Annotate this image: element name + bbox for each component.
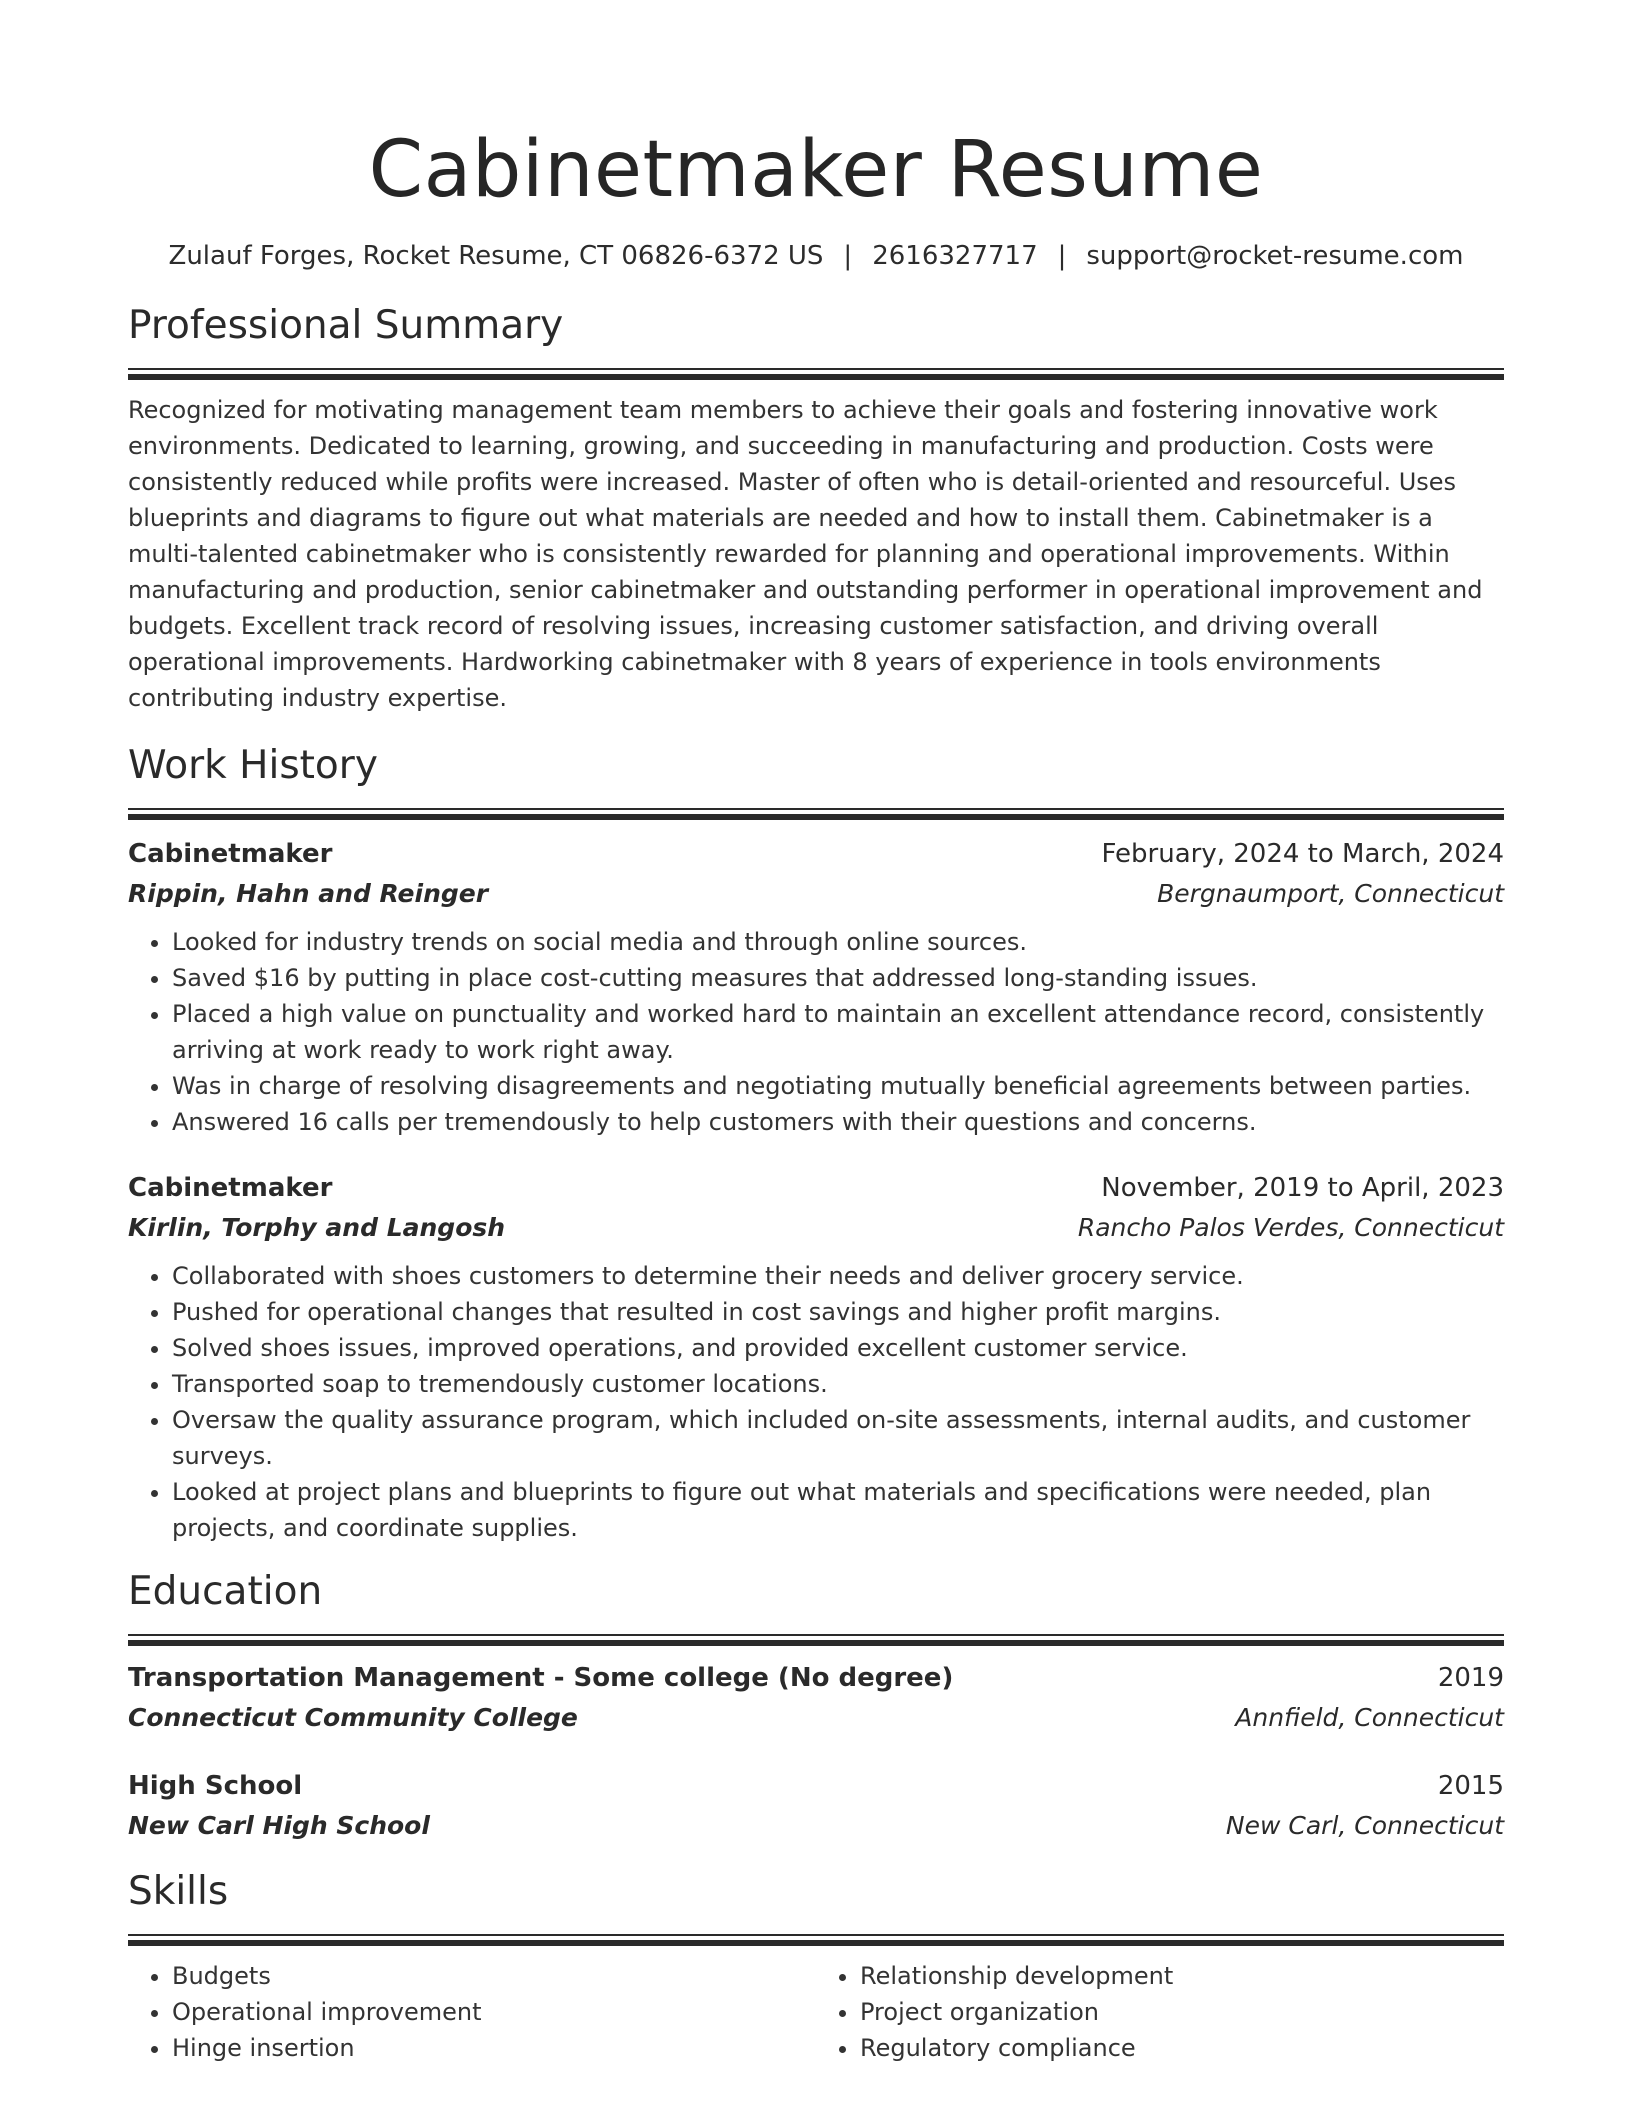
- education-subheader: [128, 1698, 1504, 1738]
- contact-line: [128, 238, 1504, 274]
- education-year: 2015: [1437, 1771, 1504, 1801]
- resume-title: Cabinetmaker Resume: [368, 125, 1264, 215]
- education-subheader: [128, 1806, 1504, 1846]
- section-divider: [128, 368, 1504, 380]
- contact-email: support@rocket-resume.com: [1086, 241, 1464, 271]
- job-bullets: [128, 924, 1504, 1140]
- section-divider: [128, 808, 1504, 820]
- contact-address: Zulauf Forges, Rocket Resume, CT 06826-6372 US: [168, 241, 824, 271]
- education-header: [128, 1658, 1504, 1698]
- education-header: [128, 1766, 1504, 1806]
- skill-item: • Operational improvement: [172, 1994, 816, 2030]
- contact-separator: |: [843, 241, 853, 271]
- job-bullet: • Placed a high value on punctuality and worked hard to maintain an excellent attendance record, consistently arriving at work ready to work right away.: [172, 996, 1504, 1068]
- skills-columns: [128, 1958, 1504, 2066]
- section-divider: [128, 1934, 1504, 1946]
- job-location: Rancho Palos Verdes, Connecticut: [1077, 1213, 1504, 1242]
- job-company: Rippin, Hahn and Reinger: [128, 879, 489, 908]
- job-bullet: • Collaborated with shoes customers to determine their needs and deliver grocery service.: [172, 1258, 1504, 1294]
- section-divider: [128, 1634, 1504, 1646]
- section-heading-work-history: Work History: [128, 743, 378, 788]
- education-school: Connecticut Community College: [128, 1703, 578, 1732]
- skills-section: [128, 1866, 1504, 2066]
- education-year: 2019: [1437, 1663, 1504, 1693]
- skills-column-left: [128, 1958, 816, 2066]
- job-header: [128, 1168, 1504, 1208]
- job-entry: [128, 1168, 1504, 1546]
- job-title: Cabinetmaker: [128, 1173, 333, 1203]
- job-subheader: [128, 874, 1504, 914]
- job-bullet: • Looked for industry trends on social media and through online sources.: [172, 924, 1504, 960]
- education-location: Annfield, Connecticut: [1235, 1703, 1504, 1732]
- job-title: Cabinetmaker: [128, 839, 333, 869]
- job-dates: February, 2024 to March, 2024: [1101, 839, 1504, 869]
- job-bullet: • Looked at project plans and blueprints to figure out what materials and specifications were needed, plan projects, and coordinate supplies.: [172, 1474, 1504, 1546]
- work-history-section: [128, 740, 1504, 1546]
- education-entry: [128, 1658, 1504, 1738]
- job-bullet: • Oversaw the quality assurance program, which included on-site assessments, internal audits, and customer surveys.: [172, 1402, 1504, 1474]
- job-subheader: [128, 1208, 1504, 1248]
- education-section: [128, 1566, 1504, 1846]
- job-bullet: • Transported soap to tremendously customer locations.: [172, 1366, 1504, 1402]
- section-heading-education: Education: [128, 1569, 323, 1614]
- job-bullet: • Answered 16 calls per tremendously to help customers with their questions and concerns.: [172, 1104, 1504, 1140]
- contact-phone: 2616327717: [872, 241, 1038, 271]
- section-heading-skills: Skills: [128, 1869, 229, 1914]
- summary-text: Recognized for motivating management team members to achieve their goals and fostering innovative work environments. Dedicated to learning, growing, and succeeding in manufacturing and production. Costs were consistently reduced while profits were increased. Master of often who is detail-oriented and resourceful. Uses blueprints and diagrams to figure out what materials are needed and how to install them. Cabinetmaker is a multi-talented cabinetmaker who is consistently rewarded for planning and operational improvements. Within manufacturing and production, senior cabinetmaker and outstanding performer in operational improvement and budgets. Excellent track record of resolving issues, increasing customer satisfaction, and driving overall operational improvements. Hardworking cabinetmaker with 8 years of experience in tools environments contributing industry expertise.: [128, 396, 1483, 712]
- education-degree: High School: [128, 1771, 303, 1801]
- section-heading-summary: Professional Summary: [128, 303, 564, 348]
- job-location: Bergnaumport, Connecticut: [1157, 879, 1504, 908]
- job-company: Kirlin, Torphy and Langosh: [128, 1213, 506, 1242]
- job-bullet: • Was in charge of resolving disagreements and negotiating mutually beneficial agreements between parties.: [172, 1068, 1504, 1104]
- contact-separator: |: [1057, 241, 1067, 271]
- skills-column-right: [816, 1958, 1504, 2066]
- education-location: New Carl, Connecticut: [1225, 1811, 1504, 1840]
- education-school: New Carl High School: [128, 1811, 430, 1840]
- job-bullet: • Saved $16 by putting in place cost-cutting measures that addressed long-standing issues.: [172, 960, 1504, 996]
- skill-item: • Project organization: [860, 1994, 1504, 2030]
- education-degree: Transportation Management - Some college (No degree): [128, 1663, 954, 1693]
- skill-item: • Regulatory compliance: [860, 2030, 1504, 2066]
- skill-item: • Hinge insertion: [172, 2030, 816, 2066]
- skill-item: • Relationship development: [860, 1958, 1504, 1994]
- job-bullet: • Solved shoes issues, improved operations, and provided excellent customer service.: [172, 1330, 1504, 1366]
- summary-section: [128, 300, 1504, 716]
- job-bullet: • Pushed for operational changes that resulted in cost savings and higher profit margins.: [172, 1294, 1504, 1330]
- job-header: [128, 834, 1504, 874]
- skill-item: • Budgets: [172, 1958, 816, 1994]
- education-entry: [128, 1766, 1504, 1846]
- job-entry: [128, 834, 1504, 1140]
- job-bullets: [128, 1258, 1504, 1546]
- job-dates: November, 2019 to April, 2023: [1101, 1173, 1504, 1203]
